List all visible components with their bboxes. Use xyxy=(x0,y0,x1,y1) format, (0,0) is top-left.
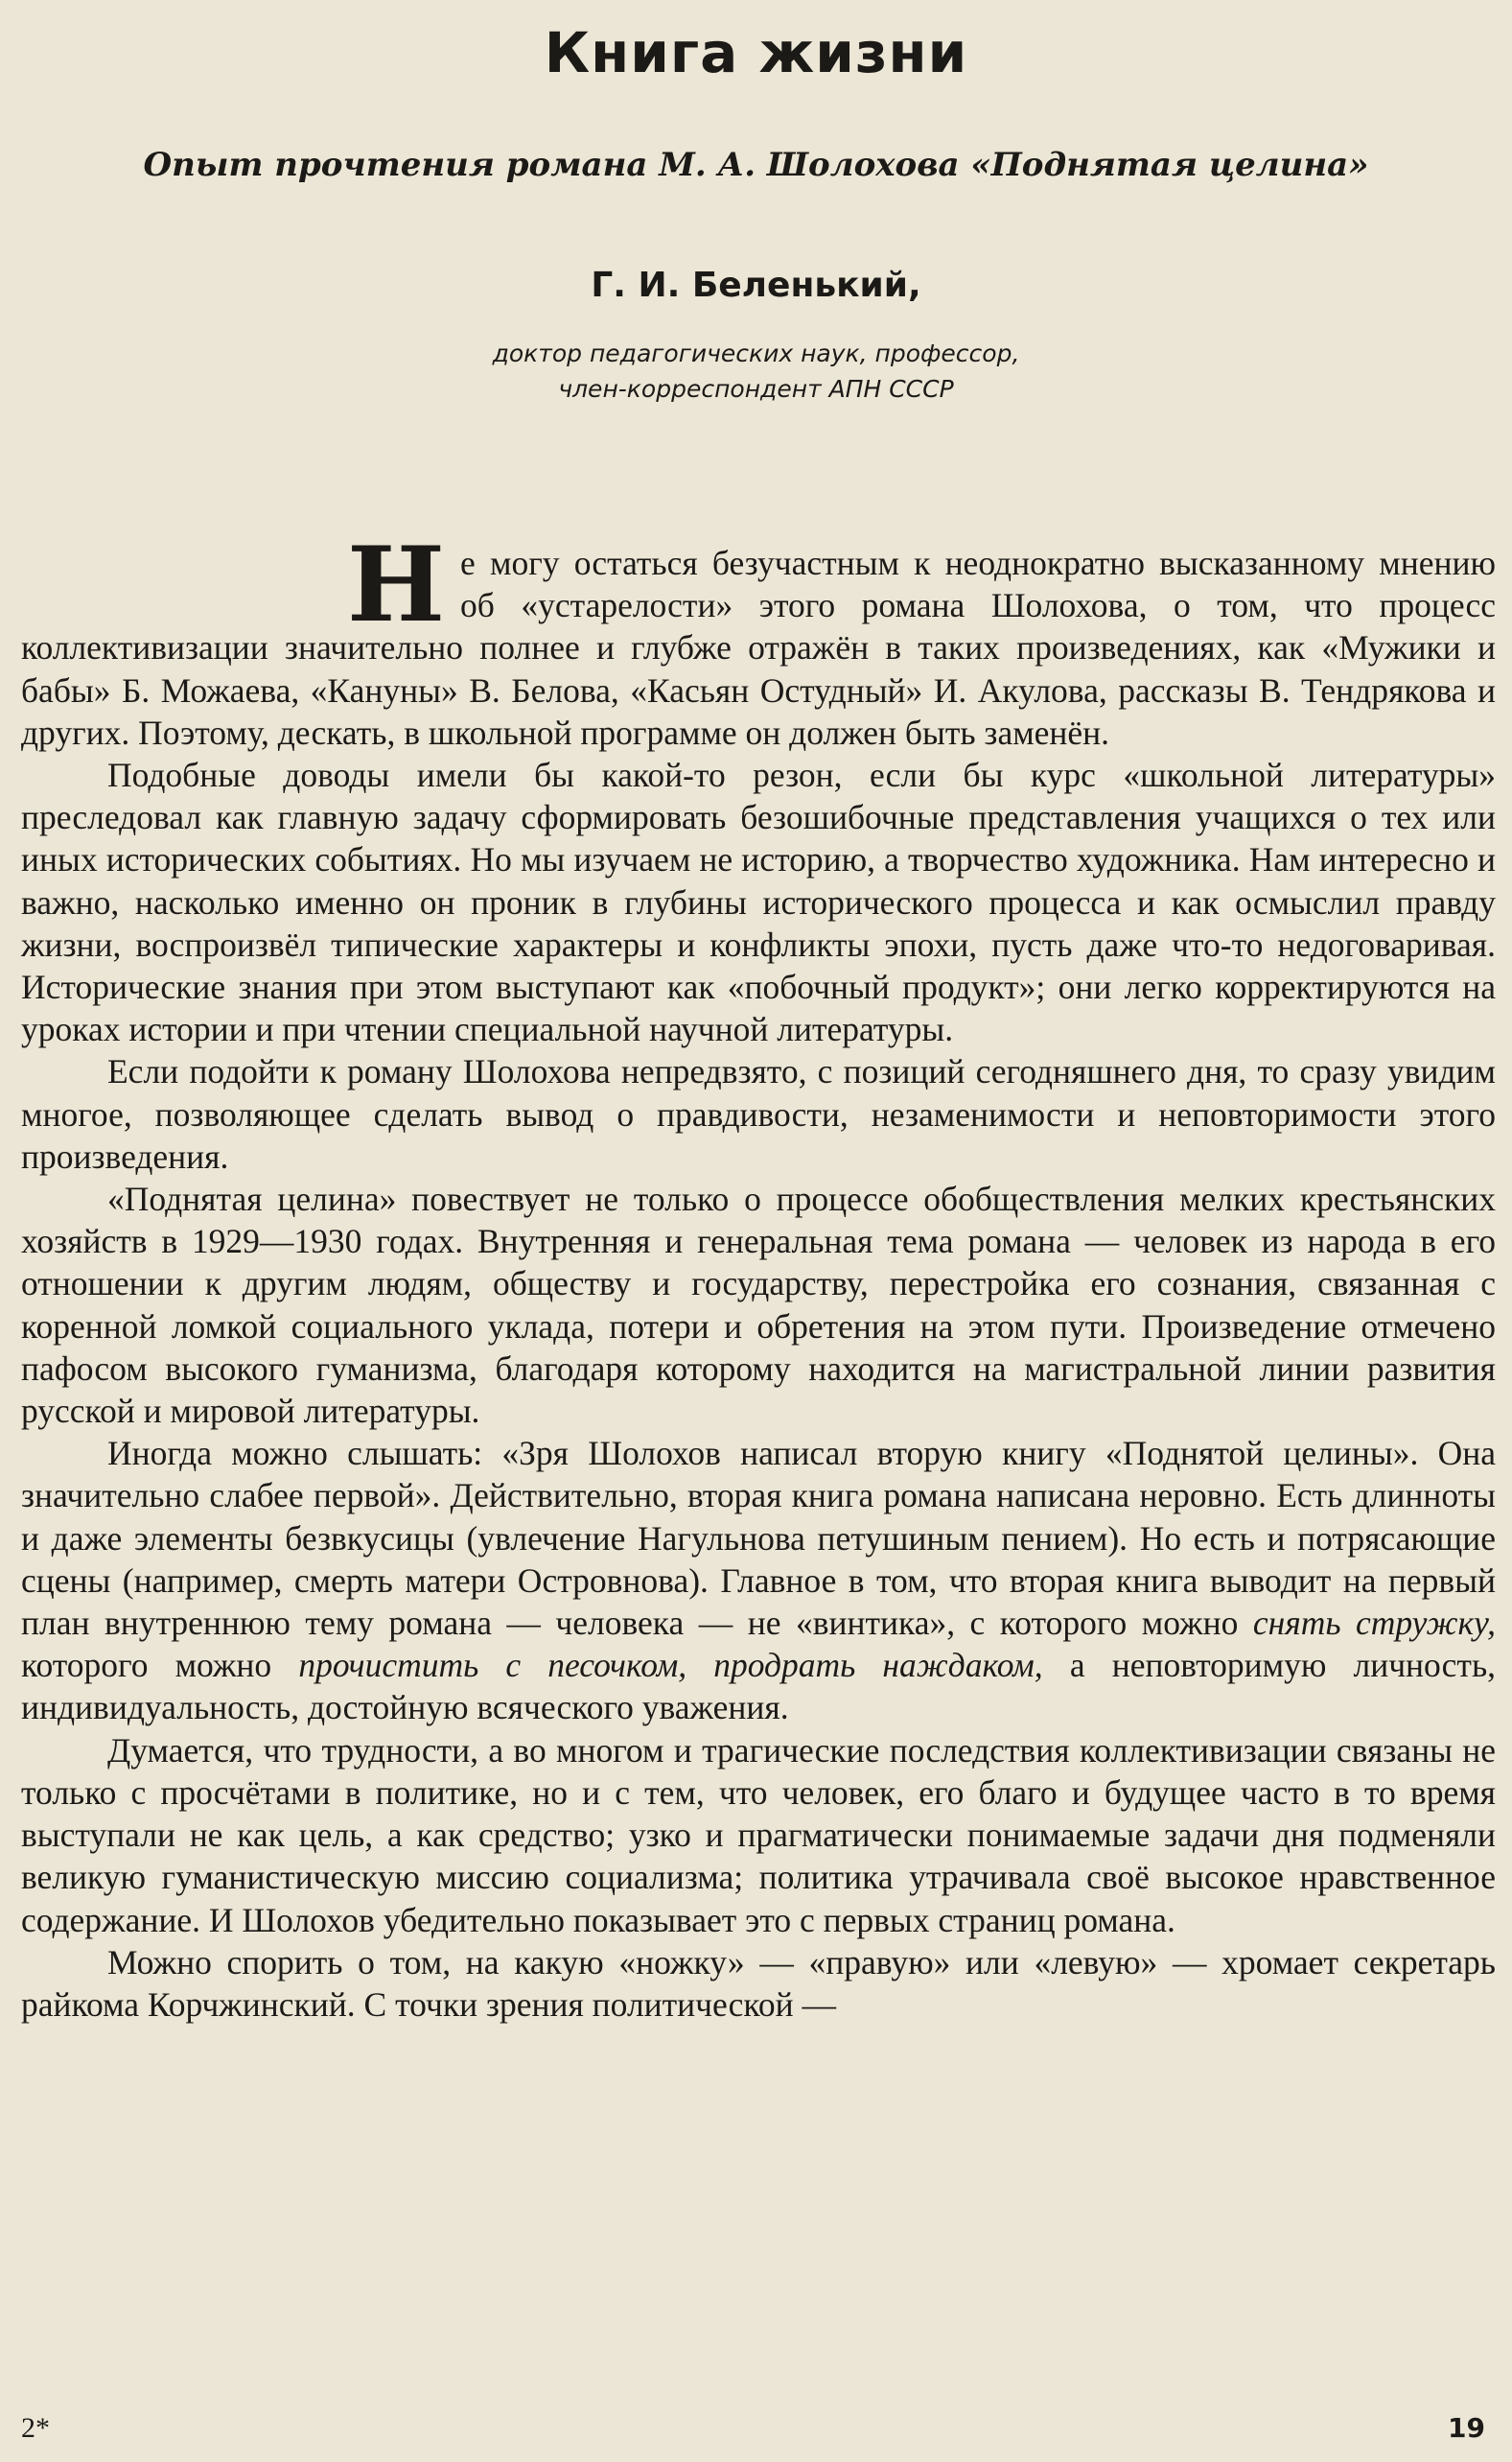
paragraph-1 xyxy=(21,525,1496,754)
paragraph-5-part-b: которого можно xyxy=(21,1646,272,1685)
paragraph-1-text: е могу остаться безучастным к неоднократно высказанному мнению об «устарелости» этого романа Шолохова, о том, что процесс коллективизации значительно полнее и глубже отражён в таких произведениях, как «Мужики и бабы» Б. Можаева, «Кануны» В. Белова, «Касьян Остудный» И. Акулова, рассказы В. Тендрякова и других. Поэтому, дескать, в школьной программе он должен быть заменён. xyxy=(21,544,1496,752)
paragraph-5 xyxy=(21,1432,1496,1728)
paragraph-3: Если подойти к роману Шолохова непредвзято, с позиций сегодняшнего дня, то сразу увидим многое, позволяющее сделать вывод о правдивости, незаменимости и неповторимости этого произведения. xyxy=(21,1052,1496,1176)
signature-mark: 2* xyxy=(21,2412,50,2444)
author-affiliation xyxy=(0,336,1512,407)
paragraph-7: Можно спорить о том, на какую «ножку» — «правую» или «левую» — хромает секретарь райкома Корчжинский. С точки зрения политической — xyxy=(21,1942,1496,2024)
paragraph-4: «Поднятая целина» повествует не только о процессе обобществления мелких крестьянских хозяйств в 1929—1930 годах. Внутренняя и генеральная тема романа — человек из народа в его отношении к другим людям, обществу и государству, перестройка его сознания, связанная с коренной ломкой социального уклада, потери и обретения на этом пути. Произведение отмечено пафосом высокого гуманизма, благодаря которому находится на магистральной линии развития русской и мировой литературы. xyxy=(21,1180,1496,1431)
paragraph-5-italic-1: снять стружку, xyxy=(1252,1604,1497,1643)
author-name: Г. И. Беленький, xyxy=(591,266,921,305)
paragraph-5-part-c: а неповторимую личность, индивидуальность, достойную всяческого уважения. xyxy=(21,1646,1497,1727)
drop-cap: Н xyxy=(347,525,446,645)
article-body xyxy=(21,525,1497,2026)
affiliation-line-2: член-корреспондент АПН СССР xyxy=(558,375,954,403)
paragraph-2: Подобные доводы имели бы какой-то резон, если бы курс «школьной литературы» преследовал как главную задачу сформировать безошибочные представления учащихся о тех или иных исторических событиях. Но мы изучаем не историю, а творчество художника. Нам интересно и важно, насколько именно он проник в глубины исторического процесса и как осмыслил правду жизни, воспроизвёл типические характеры и конфликты эпохи, пусть даже что-то недоговаривая. Исторические знания при этом выступают как «побочный продукт»; они легко корректируются на уроках истории и при чтении специальной научной литературы. xyxy=(21,756,1496,1049)
affiliation-line-1: доктор педагогических наук, профессор, xyxy=(492,340,1020,367)
paragraph-5-part-a: Иногда можно слышать: «Зря Шолохов написал вторую книгу «Поднятой целины». Она значительно слабее первой». Действительно, вторая книга романа написана неровно. Есть длинноты и даже элементы безвкусицы (увлечение Нагульнова петушиным пением). Но есть и потрясающие сцены (например, смерть матери Островнова). Главное в том, что вторая книга выводит на первый план внутреннюю тему романа — человека — не «винтика», с которого можно xyxy=(21,1434,1496,1643)
paragraph-5-italic-2: прочистить с песочком, продрать наждаком, xyxy=(298,1646,1043,1685)
article-title: Книга жизни xyxy=(544,20,968,85)
article-subtitle: Опыт прочтения романа М. А. Шолохова «Поднятая целина» xyxy=(143,146,1369,184)
page-number: 19 xyxy=(1448,2412,1485,2444)
paragraph-6: Думается, что трудности, а во многом и трагические последствия коллективизации связаны не только с просчётами в политике, но и с тем, что человек, его благо и будущее часто в то время выступали не как цель, а как средство; узко и прагматически понимаемые задачи дня подменяли великую гуманистическую миссию социализма; политика утрачивала своё высокое нравственное содержание. И Шолохов убедительно показывает это с первых страниц романа. xyxy=(21,1730,1496,1939)
